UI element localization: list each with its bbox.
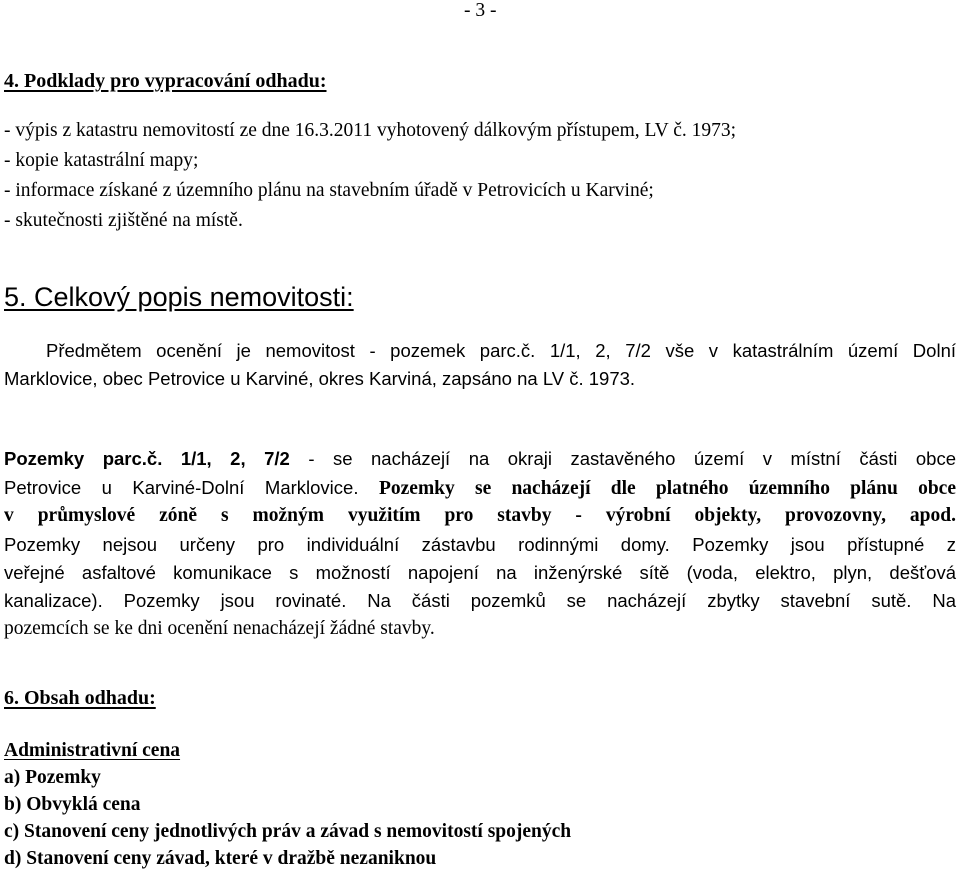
paragraph-text: Petrovice u Karviné-Dolní Marklovice. xyxy=(4,477,379,498)
zoning-bold-text: Pozemky se nacházejí dle platného územního plánu obce xyxy=(378,478,956,499)
list-item: a) Pozemky xyxy=(4,767,101,788)
list-item: - výpis z katastru nemovitostí ze dne 16.3.2011 vyhotovený dálkovým přístupem, LV č. 1973; xyxy=(4,120,737,141)
section-4-heading: 4. Podklady pro vypracování odhadu: xyxy=(4,70,327,92)
section-6-heading: 6. Obsah odhadu: xyxy=(4,687,156,709)
list-item: - kopie katastrální mapy; xyxy=(4,150,199,171)
paragraph-line: Pozemky nejsou určeny pro individuální zástavbu rodinnými domy. Pozemky jsou přístupné z xyxy=(4,534,956,555)
list-item: b) Obvyklá cena xyxy=(4,794,141,815)
paragraph-line: kanalizace). Pozemky jsou rovinaté. Na části pozemků se nacházejí zbytky stavební sutě. Na xyxy=(4,590,956,611)
paragraph-line xyxy=(4,477,956,500)
parcel-bold-text: Pozemky parc.č. 1/1, 2, 7/2 xyxy=(4,448,290,469)
paragraph-line: veřejné asfaltové komunikace s možností napojení na inženýrské sítě (voda, elektro, plyn, dešťová xyxy=(4,562,956,583)
paragraph-line xyxy=(4,448,956,471)
zoning-bold-line: v průmyslové zóně s možným využitím pro stavby - výrobní objekty, provozovny, apod. xyxy=(4,505,956,526)
intro-line: Předmětem ocenění je nemovitost - pozemek parc.č. 1/1, 2, 7/2 vše v katastrálním území Dolní xyxy=(46,340,956,361)
page-number: - 3 - xyxy=(464,0,497,21)
list-item: - informace získané z územního plánu na stavebním úřadě v Petrovicích u Karviné; xyxy=(4,180,654,201)
parcel-rest-text: - se nacházejí na okraji zastavěného území v místní části obce xyxy=(289,448,956,469)
intro-line: Marklovice, obec Petrovice u Karviné, okres Karviná, zapsáno na LV č. 1973. xyxy=(4,368,636,389)
list-item: d) Stanovení ceny závad, které v dražbě nezaniknou xyxy=(4,848,437,869)
list-item: - skutečnosti zjištěné na místě. xyxy=(4,210,243,231)
section-5-heading: 5. Celkový popis nemovitosti: xyxy=(4,282,354,312)
list-item: c) Stanovení ceny jednotlivých práv a závad s nemovitostí spojených xyxy=(4,821,572,842)
paragraph-line: pozemcích se ke dni ocenění nenacházejí žádné stavby. xyxy=(4,618,435,639)
administrative-price-heading: Administrativní cena xyxy=(4,740,181,761)
